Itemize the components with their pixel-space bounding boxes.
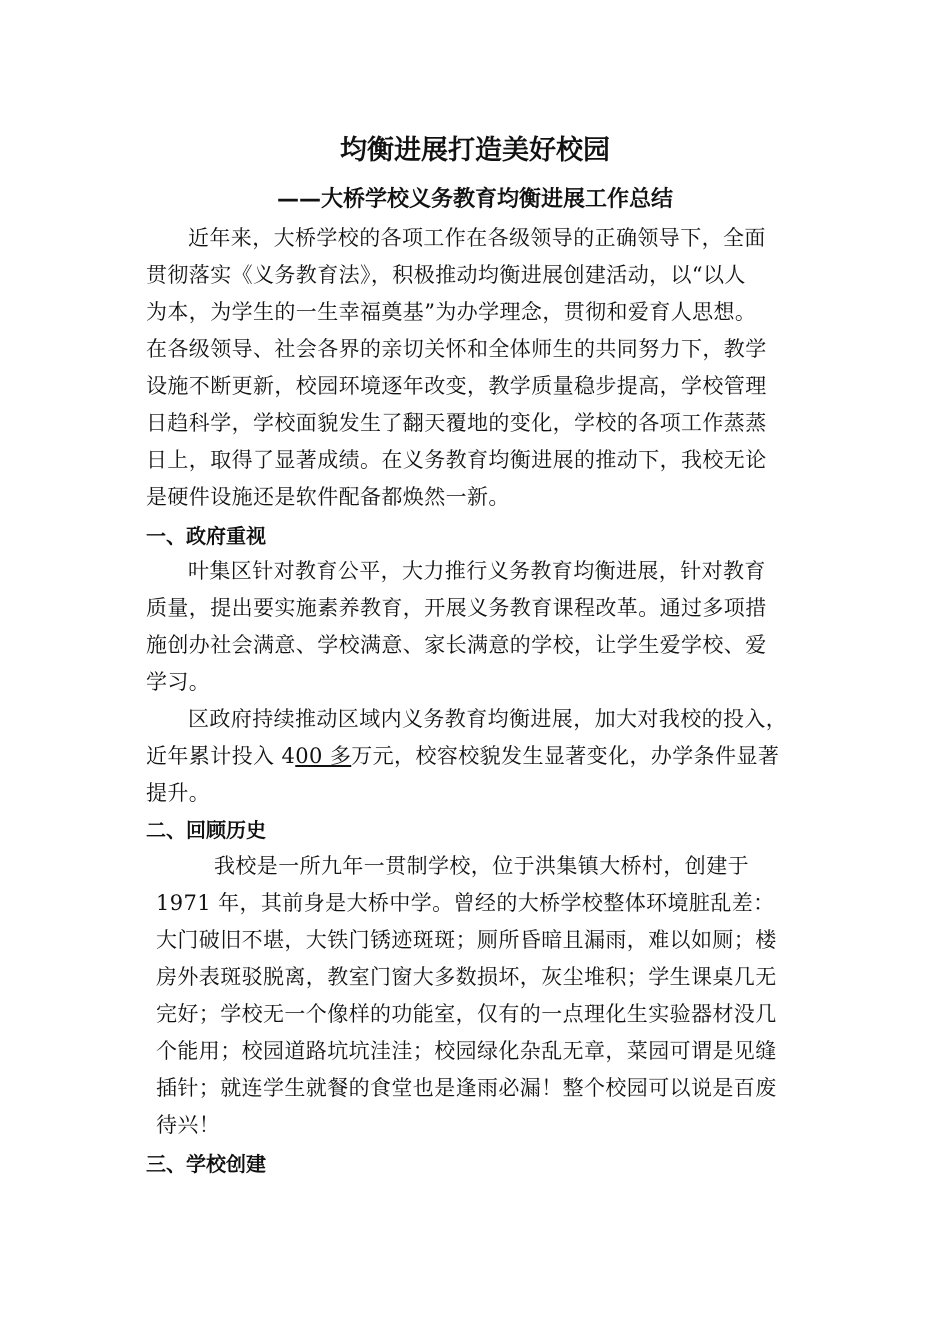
text-line: 日上，取得了显著成绩。在义务教育均衡进展的推动下，我校无论 bbox=[146, 448, 767, 472]
underlined-amount: 00 多 bbox=[295, 744, 352, 768]
text-line: 1971 年，其前身是大桥中学。曾经的大桥学校整体环境脏乱差： bbox=[156, 891, 775, 915]
document-subtitle: ——大桥学校义务教育均衡进展工作总结 bbox=[276, 187, 673, 212]
text-line: 近年来，大桥学校的各项工作在各级领导的正确领导下，全面 bbox=[188, 226, 766, 250]
text-line bbox=[146, 738, 806, 775]
text-line: 插针；就连学生就餐的食堂也是逢雨必漏！整个校园可以说是百废 bbox=[156, 1076, 777, 1100]
text-line: 学习。 bbox=[146, 670, 211, 694]
text-line: 施创办社会满意、学校满意、家长满意的学校，让学生爱学校、爱 bbox=[146, 633, 767, 657]
section1-paragraph1 bbox=[146, 553, 806, 701]
text-span: 近年累计投入 4 bbox=[146, 744, 296, 768]
text-line: 完好；学校无一个像样的功能室，仅有的一点理化生实验器材没几 bbox=[156, 1002, 777, 1026]
text-line: 区政府持续推动区域内义务教育均衡进展，加大对我校的投入， bbox=[188, 707, 788, 731]
text-line: 是硬件设施还是软件配备都焕然一新。 bbox=[146, 485, 510, 509]
intro-paragraph bbox=[146, 220, 806, 516]
section-heading-government: 一、政府重视 bbox=[146, 524, 266, 548]
text-line: 贯彻落实《义务教育法》，积极推动均衡进展创建活动，以“以人 bbox=[146, 263, 746, 287]
text-line: 日趋科学，学校面貌发生了翻天覆地的变化，学校的各项工作蒸蒸 bbox=[146, 411, 767, 435]
section-heading-school-building: 三、学校创建 bbox=[146, 1152, 266, 1176]
text-line: 设施不断更新，校园环境逐年改变，教学质量稳步提高，学校管理 bbox=[146, 374, 767, 398]
section1-paragraph2 bbox=[146, 701, 806, 812]
text-line: 在各级领导、社会各界的亲切关怀和全体师生的共同努力下，教学 bbox=[146, 337, 767, 361]
text-line: 个能用；校园道路坑坑洼洼；校园绿化杂乱无章，菜园可谓是见缝 bbox=[156, 1039, 777, 1063]
text-line: 叶集区针对教育公平，大力推行义务教育均衡进展，针对教育 bbox=[188, 559, 766, 583]
text-line: 我校是一所九年一贯制学校，位于洪集镇大桥村，创建于 bbox=[214, 854, 749, 878]
text-line: 房外表斑驳脱离，教室门窗大多数损坏，灰尘堆积；学生课桌几无 bbox=[156, 965, 777, 989]
text-line: 提升。 bbox=[146, 781, 211, 805]
text-span: 万元，校容校貌发生显著变化，办学条件显著 bbox=[351, 744, 780, 768]
text-line: 待兴！ bbox=[156, 1113, 221, 1137]
section2-paragraph bbox=[156, 848, 816, 1144]
document-title: 均衡进展打造美好校园 bbox=[340, 135, 610, 166]
text-line: 为本，为学生的一生幸福奠基”为办学理念，贯彻和爱育人思想。 bbox=[146, 300, 757, 324]
section-heading-history: 二、回顾历史 bbox=[146, 818, 266, 842]
text-line: 质量，提出要实施素养教育，开展义务教育课程改革。通过多项措 bbox=[146, 596, 767, 620]
text-line: 大门破旧不堪，大铁门锈迹斑斑；厕所昏暗且漏雨，难以如厕；楼 bbox=[156, 928, 777, 952]
